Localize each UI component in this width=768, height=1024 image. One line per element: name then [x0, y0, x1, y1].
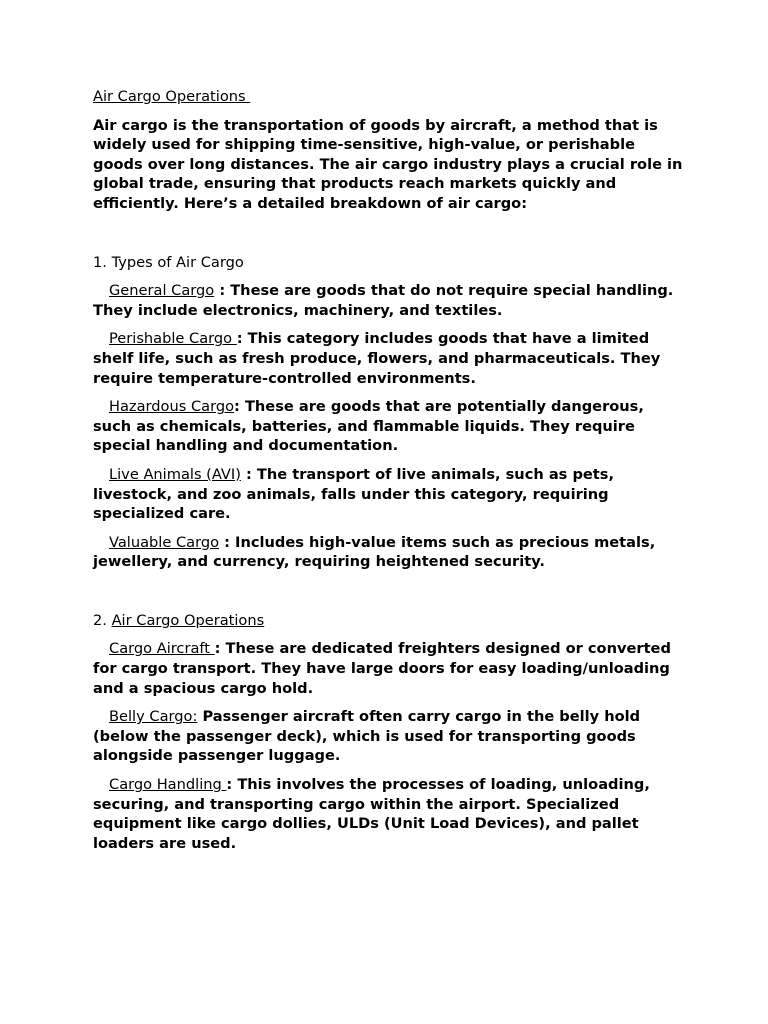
item-term: Cargo Handling	[109, 776, 227, 794]
item-text: : The transport of live animals, such as pets, livestock, and zoo animals, falls under this category, requiring specialized care.	[93, 465, 614, 523]
operation-item	[93, 775, 683, 853]
item-term: General Cargo	[109, 282, 215, 300]
operation-item	[93, 707, 683, 766]
item-text: : These are dedicated freighters designed or converted for cargo transport. They have large doors for easy loading/unloading and a spacious cargo hold.	[93, 640, 671, 697]
cargo-type-item	[93, 465, 683, 524]
cargo-type-item	[93, 533, 683, 572]
document-title: Air Cargo Operations	[93, 88, 251, 105]
item-text: : Includes high-value items such as precious metals, jewellery, and currency, requiring heightened security.	[93, 533, 656, 571]
item-term: Hazardous Cargo	[109, 398, 235, 416]
operation-item	[93, 639, 683, 698]
section-number: 2.	[93, 611, 112, 629]
intro-paragraph: Air cargo is the transportation of goods by aircraft, a method that is widely used for shipping time-sensitive, high-value, or perishable goods over long distances. The air cargo industry plays a crucial role in global trade, ensuring that products reach markets quickly and efficiently. Here’s a detailed breakdown of air cargo:	[93, 116, 683, 212]
section-heading-text: Air Cargo Operations	[111, 611, 265, 629]
item-term: Live Animals (AVI)	[109, 465, 241, 483]
item-text: : These are goods that do not require special handling. They include electronics, machinery, and textiles.	[93, 282, 674, 319]
section-heading-types: 1. Types of Air Cargo	[93, 253, 244, 271]
item-text: : This category includes goods that have a limited shelf life, such as fresh produce, flowers, and pharmaceuticals. They require temperature-controlled environments.	[93, 330, 661, 387]
item-term: Valuable Cargo	[109, 533, 220, 551]
document-page	[93, 87, 683, 862]
item-text: Passenger aircraft often carry cargo in the belly hold (below the passenger deck), which is used for transporting goods alongside passenger luggage.	[93, 708, 641, 765]
item-term: Belly Cargo:	[109, 708, 198, 726]
cargo-type-item	[93, 281, 683, 320]
section-heading-operations	[93, 611, 683, 631]
item-text: : This involves the processes of loading, unloading, securing, and transporting cargo within the airport. Specialized equipment like cargo dollies, ULDs (Unit Load Devices), and pallet loaders are used.	[93, 776, 650, 852]
item-term: Cargo Aircraft	[109, 640, 215, 658]
cargo-type-item	[93, 397, 683, 456]
cargo-type-item	[93, 329, 683, 388]
item-text: : These are goods that are potentially dangerous, such as chemicals, batteries, and flammable liquids. They require special handling and documentation.	[93, 398, 644, 455]
item-term: Perishable Cargo	[109, 330, 237, 348]
